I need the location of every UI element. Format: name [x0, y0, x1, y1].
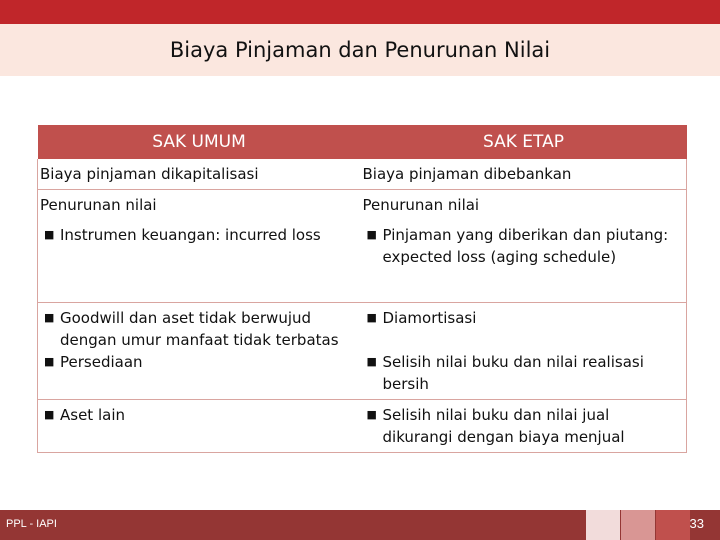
cell-left — [38, 220, 361, 303]
list-item: ■ Selisih nilai buku dan nilai realisasi bersih — [366, 353, 644, 393]
header-sak-etap: SAK ETAP — [361, 125, 687, 159]
list-item: ■ Instrumen keuangan: incurred loss — [44, 226, 321, 244]
footer-block — [586, 510, 620, 540]
bullet-icon: ■ — [44, 228, 55, 241]
bullet-icon: ■ — [366, 311, 377, 324]
page-number: 33 — [689, 516, 704, 531]
list-item: ■ Aset lain — [44, 406, 125, 424]
cell-left — [38, 303, 361, 400]
title-band — [0, 24, 720, 76]
bullet-icon: ■ — [366, 228, 377, 241]
footer-label: PPL - IAPI — [6, 518, 57, 530]
list-item: ■ Selisih nilai buku dan nilai jual dikurangi dengan biaya menjual — [366, 406, 625, 446]
cell-right — [361, 220, 687, 303]
cell-left: Penurunan nilai — [40, 196, 157, 214]
cell-left — [38, 400, 361, 453]
bullet-icon: ■ — [44, 311, 55, 324]
list-item: ■ Diamortisasi — [366, 309, 477, 327]
list-item: ■ Goodwill dan aset tidak berwujud dengan umur manfaat tidak terbatas — [44, 309, 339, 349]
list-item: ■ Pinjaman yang diberikan dan piutang: expected loss (aging schedule) — [366, 226, 669, 266]
bullet-icon: ■ — [44, 355, 55, 368]
bullet-icon: ■ — [366, 408, 377, 421]
slide-title: Biaya Pinjaman dan Penurunan Nilai — [169, 38, 551, 62]
cell-right — [361, 303, 687, 400]
bullet-icon: ■ — [366, 355, 377, 368]
top-accent-bar — [0, 0, 720, 24]
table-row — [38, 190, 687, 221]
cell-left: Biaya pinjaman dikapitalisasi — [38, 159, 361, 190]
table-header-row — [38, 125, 687, 159]
header-sak-umum: SAK UMUM — [38, 125, 361, 159]
list-item: ■ Persediaan — [44, 353, 143, 371]
cell-right — [361, 400, 687, 453]
table-row — [38, 303, 687, 400]
table-row — [38, 220, 687, 303]
footer-block — [656, 510, 690, 540]
footer-block — [621, 510, 655, 540]
footer-bar — [0, 510, 720, 540]
cell-right: Penurunan nilai — [362, 196, 480, 214]
bullet-icon: ■ — [44, 408, 55, 421]
table-row — [38, 159, 687, 190]
table-row — [38, 400, 687, 453]
comparison-table — [37, 125, 687, 453]
cell-right: Biaya pinjaman dibebankan — [361, 159, 687, 190]
